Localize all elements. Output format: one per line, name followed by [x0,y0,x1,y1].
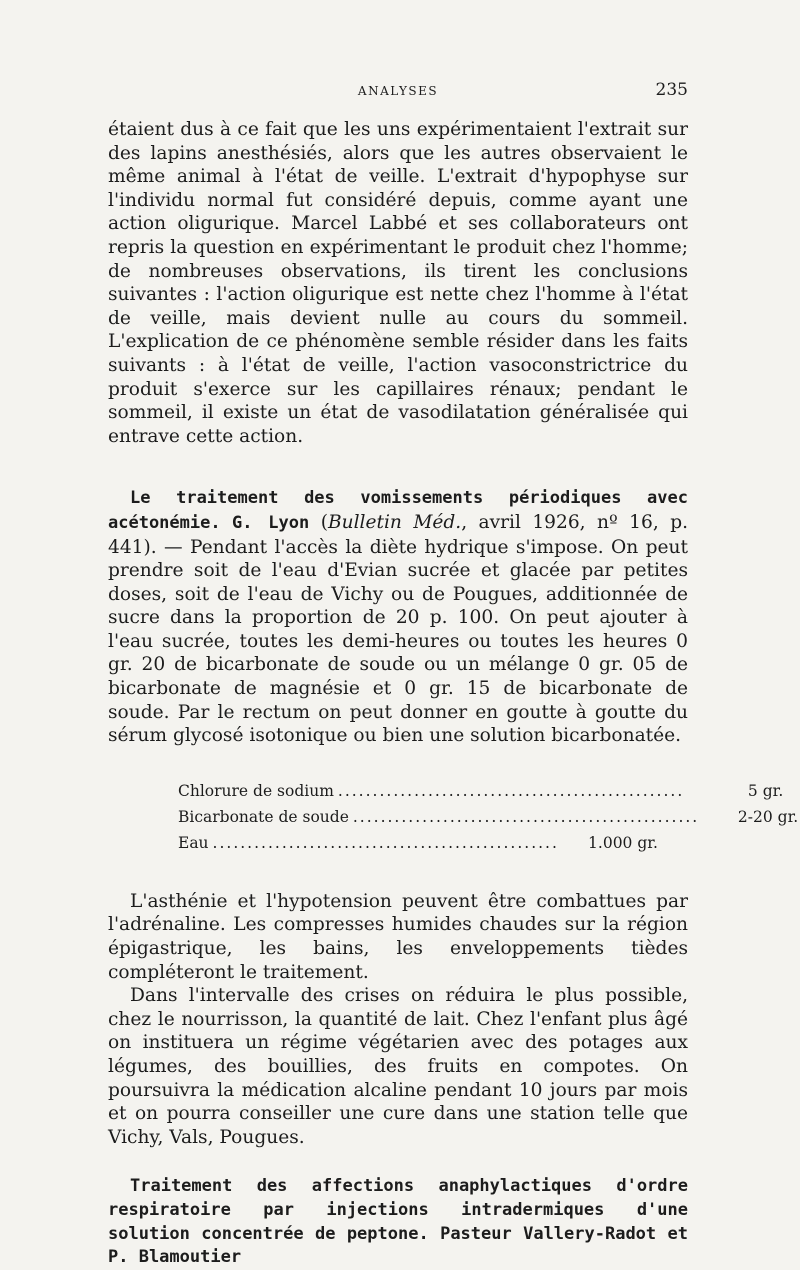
formula-table [178,778,799,856]
paragraph-asthenie: L'asthénie et l'hypotension peuvent être combattues par l'adrénaline. Les compresses humides chaudes sur la région épigastrique, les bains, les enveloppements tièdes compléteront le traitement. [108,890,688,983]
article-journal: Bulletin Méd. [327,511,462,533]
article-body: — Pendant l'accès la diète hydrique s'impose. On peut prendre soit de l'eau d'Evian sucrée et glacée par petites doses, soit de l'eau de Vichy ou de Pougues, additionnée de sucre dans la proportion de 20 p. 100. On peut ajouter à l'eau sucrée, toutes les demi-heures ou toutes les heures 0 gr. 20 de bicarbonate de soude ou un mélange 0 gr. 05 de bicarbonate de magnésie et 0 gr. 15 de bicarbonate de soude. Par le rectum on peut donner en goutte à goutte du sérum glycosé isotonique ou bien une solution bicarbonatée. [108,536,688,747]
running-head: ANALYSES [357,84,439,98]
formula-ingredient: Eau [178,833,209,852]
formula-quantity: 5 gr. [747,781,784,800]
formula-quantity: 2-20 gr. [737,807,799,826]
section-gap [108,1149,688,1175]
paragraph-intervalle: Dans l'intervalle des crises on réduira le plus possible, chez le nourrisson, la quantité de lait. Chez l'enfant plus âgé on instituera un régime végétarien avec des potages aux légumes, des bouillies, des fruits en compotes. On poursuivra la médication alcaline pendant 10 jours par mois et on pourra conseiller une cure dans une station telle que Vichy, Vals, Pougues. [108,985,688,1148]
article-anaphylactiques-title: Traitement des affections anaphylactiques d'ordre respiratoire par injections intradermiques d'une solution concentrée de peptone. Pasteur Vallery-Radot et P. Blamoutier [108,1176,688,1268]
paragraph-continued: étaient dus à ce fait que les uns expérimentaient l'extrait sur des lapins anesthésiés, alors que les autres observaient le même animal à l'état de veille. L'extrait d'hypophyse sur l'individu normal fut considéré depuis, comme ayant une action oligurique. Marcel Labbé et ses collaborateurs ont repris la question en expérimentant le produit chez l'homme; de nombreuses observations, ils tirent les conclusions suivantes : l'action oligurique est nette chez l'homme à l'état de veille, mais devient nulle au cours du sommeil. L'explication de ce phénomène semble résider dans les faits suivants : à l'état de veille, l'action vasoconstrictrice du produit s'exerce sur les capillaires rénaux; pendant le sommeil, il existe un état de vasodilatation généralisée qui entrave cette action. [108,119,688,447]
leader-dots: .................................................. [337,781,685,800]
page-header [108,80,688,104]
body-text [108,118,799,1270]
page-number: 235 [655,80,688,100]
formula-row [178,778,784,804]
article-author: G. Lyon [232,512,310,533]
formula-row [178,804,799,830]
section-gap [108,856,688,890]
formula-row [178,830,658,856]
article-source-open: ( [320,511,328,533]
formula-gap [108,748,688,778]
formula-ingredient: Chlorure de sodium [178,781,334,800]
article-source-details: , avril 1926, nº 16, p. 441). [108,511,689,558]
section-gap [108,448,688,486]
leader-dots: .................................................. [352,807,700,826]
leader-dots: .................................................. [212,833,559,852]
article-title: Le traitement des vomissements périodiques avec acétonémie. [108,488,688,533]
formula-quantity: 1.000 gr. [588,833,658,852]
formula-ingredient: Bicarbonate de soude [178,807,349,826]
article-vomissements [108,486,688,748]
